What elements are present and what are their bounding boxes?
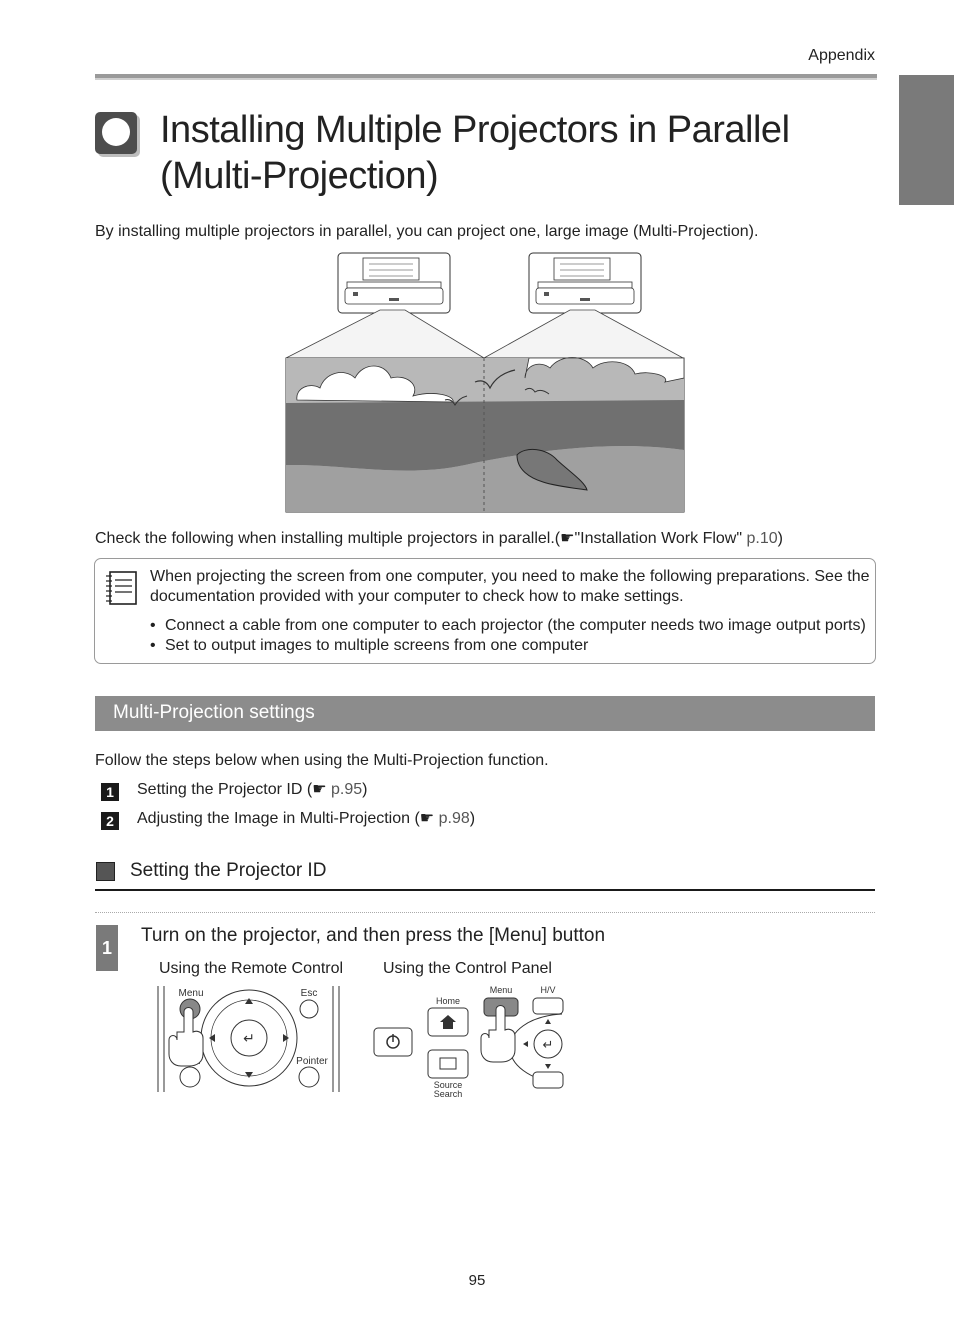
- panel-home-label: Home: [435, 996, 461, 1006]
- note-bullet-item: • Connect a cable from one computer to each projector (the computer needs two image output ports): [150, 616, 872, 636]
- step-text: Adjusting the Image in Multi-Projection (: [137, 810, 420, 827]
- subsection-rule: [95, 889, 875, 891]
- step-close: ): [469, 810, 476, 827]
- remote-esc-button[interactable]: [300, 1000, 318, 1018]
- dotted-divider: [95, 912, 875, 913]
- remote-pointer-label: Pointer: [296, 1056, 328, 1067]
- check-ref-page-link[interactable]: p.10: [746, 530, 778, 547]
- step-number-badge: 1: [101, 783, 119, 801]
- subsection-title: Setting the Projector ID: [130, 860, 327, 881]
- note-bullet-list: [150, 616, 872, 656]
- panel-search-label: Search: [433, 1089, 463, 1099]
- svg-text:↵: ↵: [243, 1031, 255, 1047]
- chapter-side-tab: [899, 75, 954, 205]
- step-text: Setting the Projector ID (: [137, 781, 313, 798]
- page-number: 95: [468, 1272, 486, 1289]
- projector-left-illustration: [338, 253, 450, 313]
- note-text: When projecting the screen from one computer, you need to make the following preparations. See the documentation provided with your computer to check how to make settings.: [150, 568, 870, 605]
- projector-right-illustration: [529, 253, 641, 313]
- check-text: Check the following when installing multiple projectors in parallel.(: [95, 530, 561, 547]
- step-page-link[interactable]: p.95: [330, 781, 363, 798]
- remote-control-illustration: [155, 984, 345, 1096]
- pointing-hand-icon: ☛: [419, 810, 439, 827]
- section-title: Multi-Projection settings: [113, 702, 315, 723]
- panel-hv-label: H/V: [540, 985, 556, 995]
- remote-pointer-button[interactable]: [299, 1067, 319, 1087]
- check-paragraph: [95, 529, 783, 549]
- panel-source-search-button[interactable]: [428, 1050, 468, 1078]
- control-panel-illustration: [368, 984, 568, 1104]
- step-number-badge: 2: [101, 812, 119, 830]
- panel-menu-label: Menu: [489, 985, 513, 995]
- step-item: [137, 809, 475, 829]
- procedure-step-text: Turn on the projector, and then press the [Menu] button: [141, 925, 606, 946]
- svg-text:↵: ↵: [542, 1038, 554, 1053]
- step-item: [137, 780, 367, 800]
- remote-menu-label: Menu: [178, 988, 204, 999]
- pointing-hand-icon: ☛: [560, 530, 575, 547]
- subsection-marker-icon: [96, 862, 115, 881]
- step-page-link[interactable]: p.98: [438, 810, 470, 827]
- header-section-label: Appendix: [808, 47, 875, 64]
- panel-keystone-button[interactable]: [533, 1072, 563, 1088]
- title-marker-icon: [95, 112, 137, 154]
- check-close: ): [777, 530, 783, 547]
- remote-caption: Using the Remote Control: [159, 960, 344, 977]
- follow-paragraph: Follow the steps below when using the Multi-Projection function.: [95, 752, 549, 769]
- note-bullet-item: • Set to output images to multiple screens from one computer: [150, 636, 872, 656]
- page-title: Installing Multiple Projectors in Parallel (Multi-Projection): [160, 109, 790, 197]
- procedure-step-badge: 1: [96, 925, 118, 971]
- intro-paragraph: By installing multiple projectors in parallel, you can project one, large image (Multi-Projection).: [95, 223, 759, 240]
- panel-caption: Using the Control Panel: [383, 960, 552, 977]
- step-close: ): [362, 781, 368, 798]
- panel-source-label: Source: [433, 1080, 463, 1090]
- multi-projection-illustration: [285, 250, 687, 514]
- header-rule: [95, 74, 877, 80]
- remote-esc-label: Esc: [300, 988, 318, 999]
- notepad-icon: [104, 570, 138, 606]
- panel-hv-button[interactable]: [533, 998, 563, 1014]
- pointing-hand-icon: ☛: [312, 781, 331, 798]
- check-ref-text[interactable]: "Installation Work Flow": [574, 530, 747, 547]
- remote-user-button[interactable]: [180, 1067, 200, 1087]
